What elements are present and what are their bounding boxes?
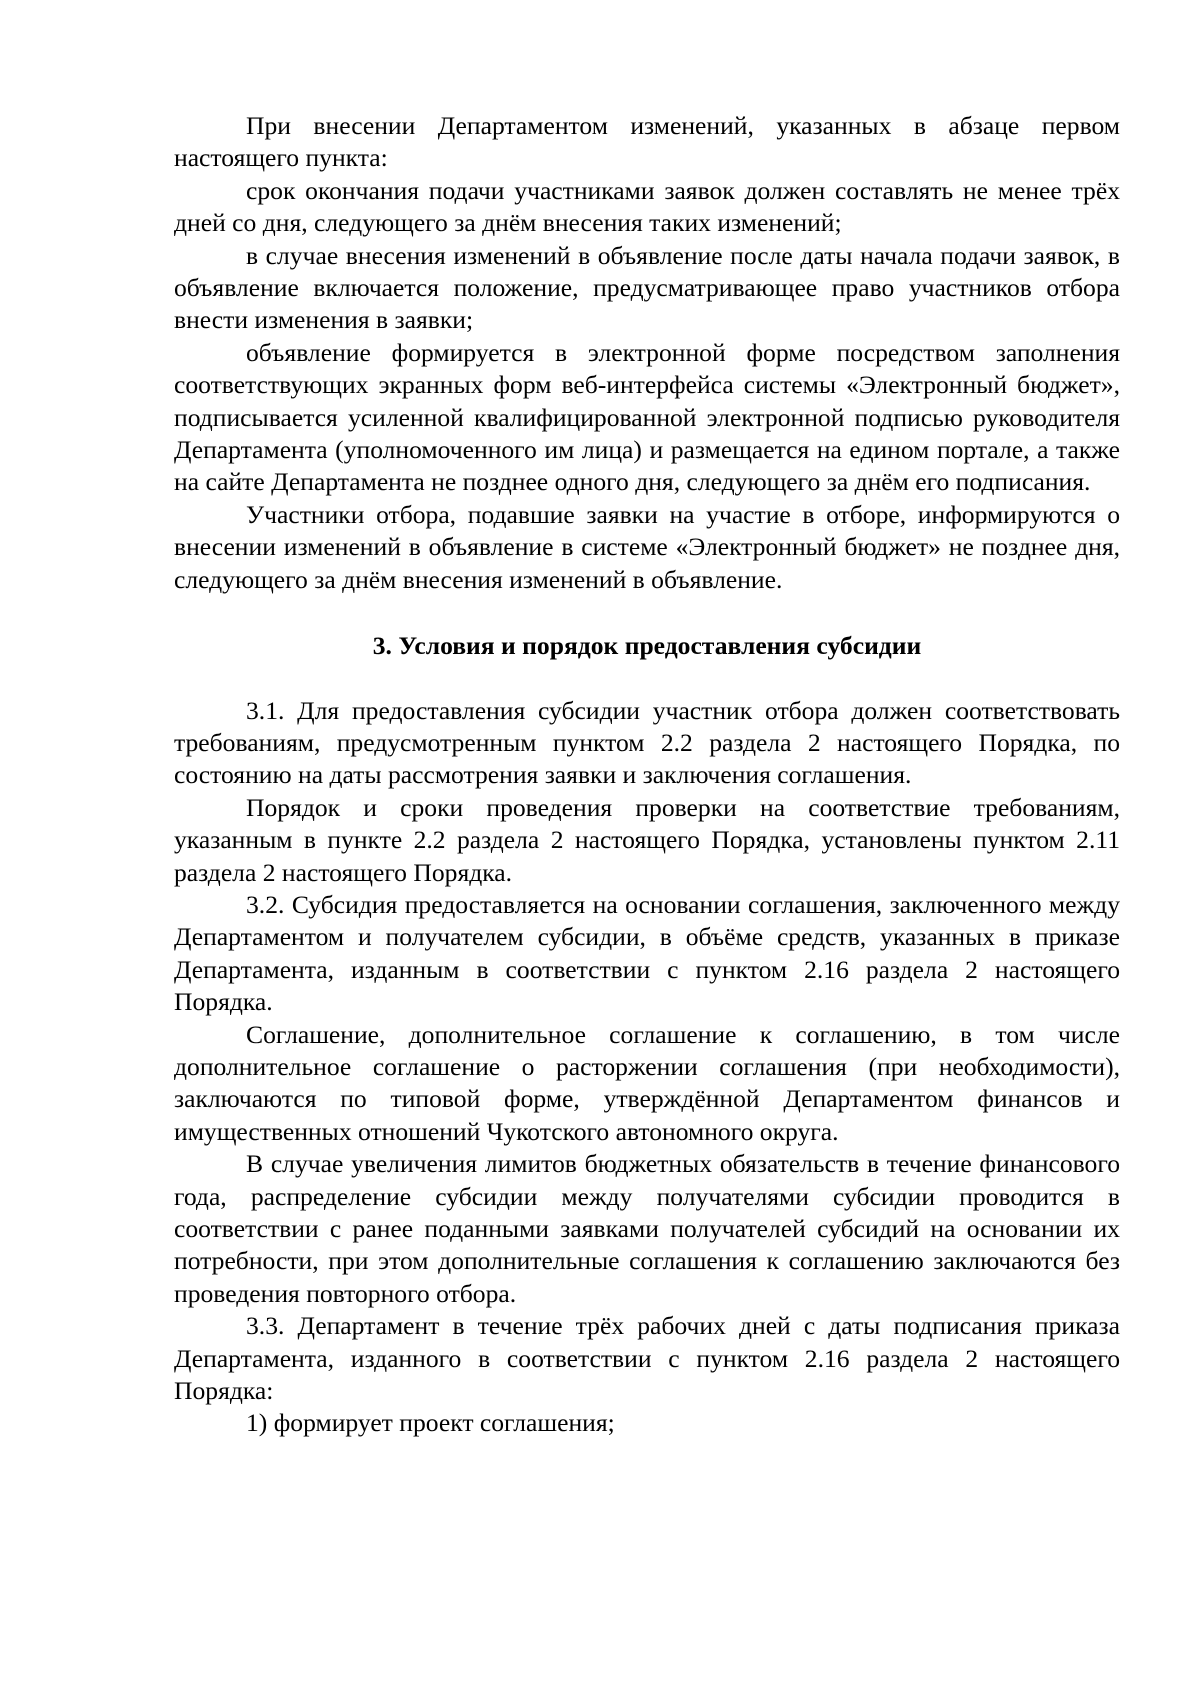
paragraph: 1) формирует проект соглашения; xyxy=(246,1408,615,1438)
paragraph: 3.2. Субсидия предоставляется на основании соглашения, заключенного между Департаментом и получателем субсидии, в объёме средств, указанных в приказе Департамента, изданным в соответствии с пунктом 2.16 раздела 2 настоящего Порядка. xyxy=(174,889,1120,1017)
paragraph: В случае увеличения лимитов бюджетных обязательств в течение финансового года, распределение субсидии между получателями субсидии проводится в соответствии с ранее поданными заявками получателей субсидий на основании их потребности, при этом дополнительные соглашения к соглашению заключаются без проведения повторного отбора. xyxy=(174,1149,1120,1308)
paragraph: 3.3. Департамент в течение трёх рабочих дней с даты подписания приказа Департамента, изданного в соответствии с пунктом 2.16 раздела 2 настоящего Порядка: xyxy=(174,1311,1120,1406)
paragraph: Участники отбора, подавшие заявки на участие в отборе, информируются о внесении изменений в объявление в системе «Электронный бюджет» не позднее дня, следующего за днём внесения изменений в объявление. xyxy=(174,499,1120,594)
paragraph: Соглашение, дополнительное соглашение к соглашению, в том числе дополнительное соглашение о расторжении соглашения (при необходимости), заключаются по типовой форме, утверждённой Департаментом финансов и имущественных отношений Чукотского автономного округа. xyxy=(174,1019,1120,1146)
paragraph: 3.1. Для предоставления субсидии участник отбора должен соответствовать требованиям, предусмотренным пунктом 2.2 раздела 2 настоящего Порядка, по состоянию на даты рассмотрения заявки и заключения соглашения. xyxy=(174,695,1120,790)
paragraph: срок окончания подачи участниками заявок должен составлять не менее трёх дней со дня, следующего за днём внесения таких изменений; xyxy=(174,175,1120,238)
paragraph: Порядок и сроки проведения проверки на соответствие требованиям, указанным в пункте 2.2 раздела 2 настоящего Порядка, установлены пунктом 2.11 раздела 2 настоящего Порядка. xyxy=(174,792,1120,887)
paragraph: объявление формируется в электронной форме посредством заполнения соответствующих экранных форм веб-интерфейса системы «Электронный бюджет», подписывается усиленной квалифицированной электронной подписью руководителя Департамента (уполномоченного им лица) и размещается на едином портале, а также на сайте Департамента не позднее одного дня, следующего за днём его подписания. xyxy=(174,337,1120,497)
section-heading: 3. Условия и порядок предоставления субсидии xyxy=(372,631,922,661)
paragraph: При внесении Департаментом изменений, указанных в абзаце первом настоящего пункта: xyxy=(174,111,1120,173)
document-page xyxy=(174,110,1120,1440)
paragraph: в случае внесения изменений в объявление после даты начала подачи заявок, в объявление включается положение, предусматривающее право участников отбора внести изменения в заявки; xyxy=(174,240,1120,335)
